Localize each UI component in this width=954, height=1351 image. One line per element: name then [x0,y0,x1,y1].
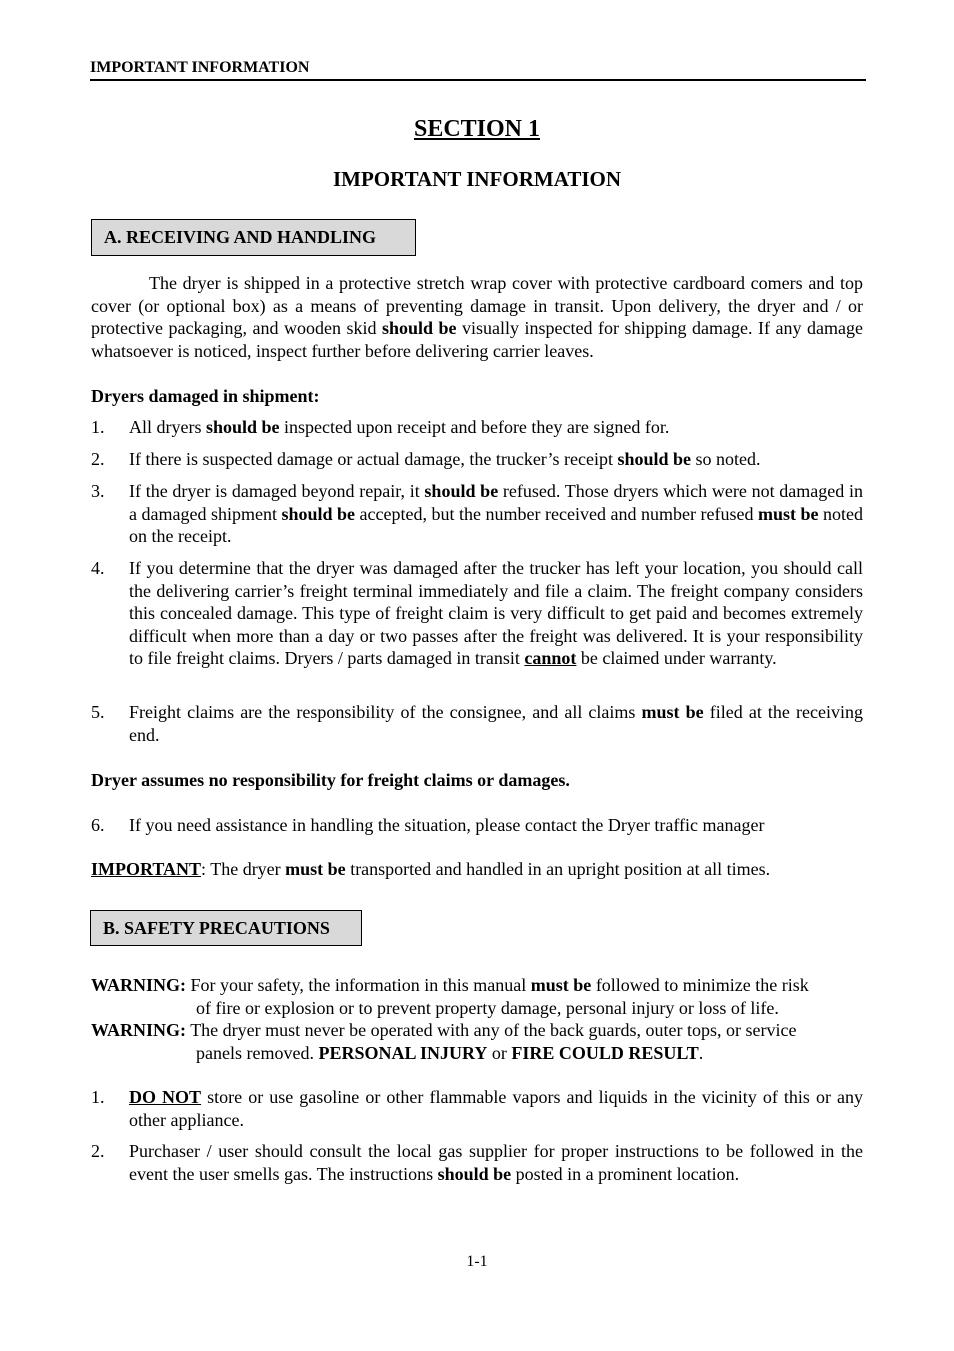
running-header: IMPORTANT INFORMATION [90,58,866,81]
list-item: 1. All dryers should be inspected upon receipt and before they are signed for. [91,417,670,437]
page-number: 1-1 [466,1253,488,1270]
list-item: 3. If the dryer is damaged beyond repair, it should be refused. Those dryers which were not damaged in a damaged shipment should be accepted, but the number received and number refused must be noted on the receipt. [91,481,863,546]
list-item: 2. Purchaser / user should consult the local gas supplier for proper instructions to be followed in the event the user smells gas. The instructions should be posted in a prominent location. [91,1141,863,1184]
warning-2: WARNING: The dryer must never be operated with any of the back guards, outer tops, or service panels removed. PERSONAL INJURY or FIRE COULD RESULT. [91,1020,797,1063]
important-note: IMPORTANT: The dryer must be transported and handled in an upright position at all times. [91,859,771,879]
no-responsibility-note: Dryer assumes no responsibility for freight claims or damages. [91,770,570,790]
list-item: 2. If there is suspected damage or actual damage, the trucker’s receipt should be so noted. [91,449,761,469]
intro-paragraph: The dryer is shipped in a protective stretch wrap cover with protective cardboard comers and top cover (or optional box) as a means of preventing damage in transit. Upon delivery, the dryer and / or protective packaging, and wooden skid should be visually inspected for shipping damage. If any damage whatsoever is noticed, inspect further before delivering carrier leaves. [91,273,863,361]
section-title: SECTION 1 [413,116,541,142]
list-item: 1. DO NOT store or use gasoline or other flammable vapors and liquids in the vicinity of this or any other appliance. [91,1087,863,1130]
list-item: 4. If you determine that the dryer was damaged after the trucker has left your location, you should call the delivering carrier’s freight terminal immediately and file a claim. The freight company considers this concealed damage. This type of freight claim is very difficult to get paid and becomes extremely difficult when more than a day or two passes after the freight was delivered. It is your responsibility to file freight claims. Dryers / parts damaged in transit cannot be claimed under warranty. [91,558,863,668]
list-item: 5. Freight claims are the responsibility of the consignee, and all claims must be filed at the receiving end. [91,702,863,745]
list-item: 6. If you need assistance in handling the situation, please contact the Dryer traffic manager [91,815,765,835]
damaged-heading: Dryers damaged in shipment: [91,386,320,406]
heading-receiving-handling: A. RECEIVING AND HANDLING [91,219,416,256]
warning-1: WARNING: For your safety, the information in this manual must be followed to minimize the risk of fire or explosion or to prevent property damage, personal injury or loss of life. [91,975,809,1018]
section-subtitle: IMPORTANT INFORMATION [332,167,621,191]
heading-safety-precautions: B. SAFETY PRECAUTIONS [90,910,362,946]
